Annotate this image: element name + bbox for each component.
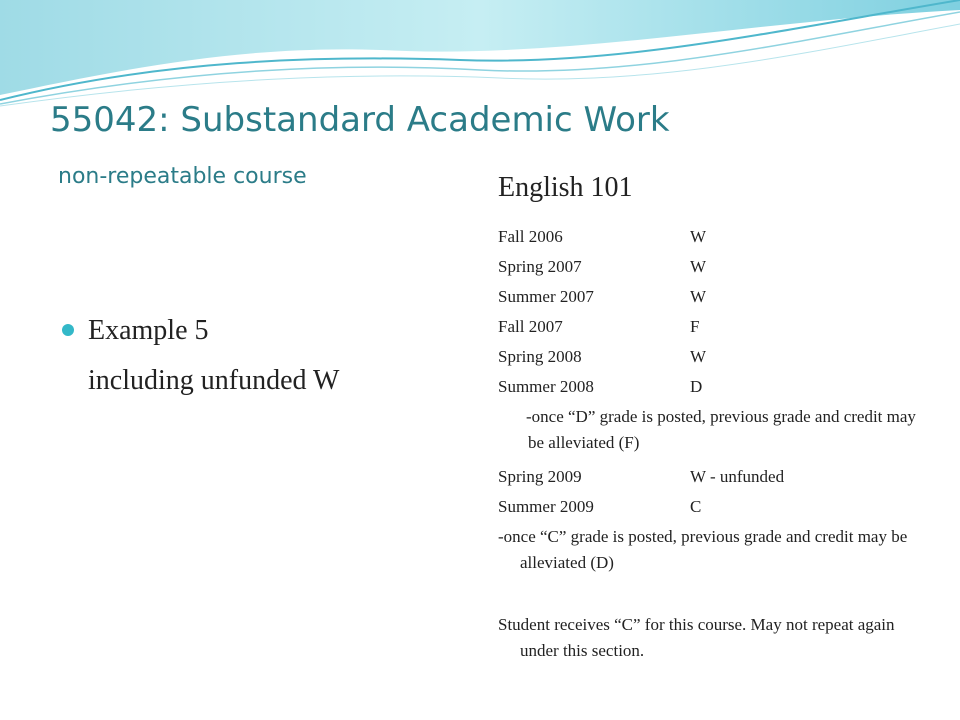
grade-row: Fall 2007 F xyxy=(498,317,700,336)
example-block xyxy=(62,306,339,406)
conclusion-text: Student receives “C” for this course. May not repeat again under this section. xyxy=(498,615,895,660)
grade-row: Summer 2007 W xyxy=(498,287,707,306)
example-title: Example 5 xyxy=(88,315,209,346)
course-history xyxy=(498,172,918,670)
note-d-grade: -once “D” grade is posted, previous grade and credit may be alleviated (F) xyxy=(526,407,916,452)
slide-title: 55042: Substandard Academic Work xyxy=(50,100,670,140)
grade-row: Summer 2009 C xyxy=(498,497,702,516)
example-subtitle: including unfunded W xyxy=(88,365,340,396)
grade-row: Spring 2007 W xyxy=(498,257,707,276)
course-heading: English 101 xyxy=(498,172,633,203)
example-bullet xyxy=(62,306,339,356)
grade-row: Spring 2008 W xyxy=(498,347,707,366)
bullet-icon xyxy=(62,324,74,336)
grade-row: Summer 2008 D xyxy=(498,377,703,396)
note-c-grade: -once “C” grade is posted, previous grade and credit may be alleviated (D) xyxy=(498,527,908,572)
grade-row: Fall 2006 W xyxy=(498,227,707,246)
slide-subtitle: non-repeatable course xyxy=(58,164,307,189)
grade-row: Spring 2009 W - unfunded xyxy=(498,467,785,486)
